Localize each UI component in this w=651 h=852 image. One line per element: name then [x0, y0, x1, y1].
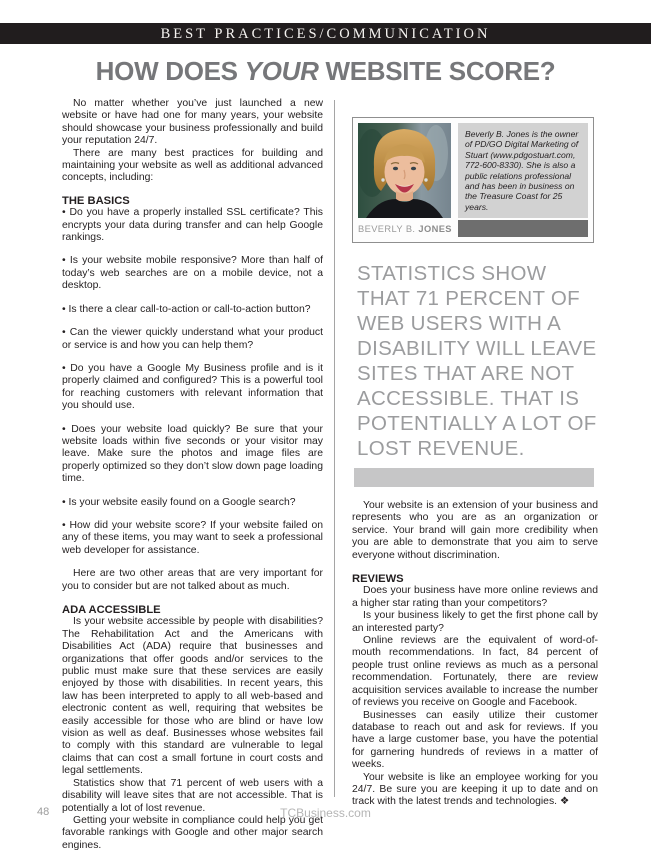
column-divider: [334, 100, 335, 797]
title-post: WEBSITE SCORE?: [318, 56, 556, 86]
quote-accent-bar: [354, 468, 594, 487]
title-pre: HOW DOES: [95, 56, 245, 86]
ada-paragraph: Is your website accessible by people with disabilities? The Rehabilitation Act and the Americans with Disabilities Act (ADA) require that businesses and organizations that offer goods and/or services to the public must make sure that these services are easily enjoyed by those with disabilities. In recent years, this law has been interpreted to apply to all web-based and electronic content as well, requiring that websites be easily accessible for those who are blind or have low vision as well as deaf. Businesses whose websites fail to comply with this standard are vulnerable to legal claims that can cost a small fortune in court costs and legal settlements.: [62, 616, 323, 777]
section-header-bar: [0, 23, 651, 44]
left-column: [62, 98, 323, 852]
author-photo-block: [358, 123, 451, 237]
author-bio-text: Beverly B. Jones is the owner of PD/GO Digital Marketing of Stuart (www.pdgostuart.com, 772-600-8330). She is also a public relations professional and has been in business on the Treasure Coast for 25 years.: [458, 123, 588, 218]
basics-heading: THE BASICS: [62, 194, 130, 207]
reviews-paragraph: Online reviews are the equivalent of word-of-mouth recommendations. In fact, 84 percent of people trust online reviews as much as a personal recommendation. Fortunately, there are review acquisition services available to increase the number of reviews you receive on Google and Facebook.: [352, 635, 598, 709]
ada-heading: ADA ACCESSIBLE: [62, 604, 161, 616]
author-bio-block: [458, 123, 588, 237]
caption-surname: JONES: [418, 224, 452, 234]
section-label: BEST PRACTICES/COMMUNICATION: [160, 26, 491, 42]
list-item: • How did your website score? If your website failed on any of these items, you may want to seek a professional web developer for assistance.: [62, 519, 323, 556]
ada-paragraph: Getting your website in compliance could help you get favorable rankings with Google and other major search engines.: [62, 814, 323, 851]
website-extension-paragraph: Your website is an extension of your business and represents who you are as an organization or service. Your brand will gain more credibility when you are able to demonstrate that you aim to serve everyone without discrimination.: [352, 500, 598, 561]
intro-paragraph: There are many best practices for building and maintaining your website as well as additional advanced concepts, including:: [62, 147, 323, 184]
reviews-heading: REVIEWS: [352, 573, 404, 586]
ada-paragraph: Statistics show that 71 percent of web users with a disability will leave sites that are not accessible. That is potentially a lot of lost revenue.: [62, 777, 323, 814]
bridge-paragraph: Here are two other areas that are very important for you to consider but are not talked about as much.: [62, 568, 323, 592]
reviews-paragraph: Your website is like an employee working for you 24/7. Be sure you are keeping it up to date and on track with the latest trends and technologies. ❖: [352, 771, 598, 808]
reviews-paragraph: Does your business have more online reviews and a higher star rating than your competitors?: [352, 585, 598, 609]
pull-quote: STATISTICS SHOW THAT 71 PERCENT OF WEB USERS WITH A DISABILITY WILL LEAVE SITES THAT ARE NOT ACCESSIBLE. THAT IS POTENTIALLY A LOT OF LOST REVENUE.: [357, 262, 597, 460]
list-item: • Do you have a properly installed SSL certificate? This encrypts your data during transfer and can help Google rankings.: [62, 207, 323, 244]
reviews-paragraph: Businesses can easily utilize their customer database to reach out and ask for reviews. If you have a large customer base, you have the potential for garnering hundreds of reviews in a matter of weeks.: [352, 709, 598, 771]
basics-bullet-list: [62, 207, 323, 557]
right-column: [352, 117, 598, 809]
author-photo: [358, 123, 451, 218]
author-info-box: [352, 117, 594, 243]
list-item: • Can the viewer quickly understand what your product or service is and how you can help them?: [62, 327, 323, 351]
intro-paragraph: No matter whether you’ve just launched a new website or have had one for many years, your website should showcase your business professionally and build your reputation 24/7.: [62, 98, 323, 147]
reviews-paragraph: Is your business likely to get the first phone call by an interested party?: [352, 610, 598, 634]
list-item: • Is there a clear call-to-action or call-to-action button?: [62, 303, 311, 315]
footer-site-label: TCBusiness.com: [280, 806, 371, 820]
page-number: 48: [37, 806, 50, 818]
author-photo-caption: [358, 223, 451, 235]
list-item: • Is your website easily found on a Google search?: [62, 496, 296, 508]
page-title: [0, 56, 651, 87]
list-item: • Do you have a Google My Business profile and is it properly claimed and configured? This is a powerful tool for reaching customers with relevant information that you should use.: [62, 362, 323, 412]
bio-accent-bar: [458, 220, 588, 237]
title-emphasis: YOUR: [244, 56, 319, 86]
list-item: • Does your website load quickly? Be sure that your website loads within five seconds or your visitor may leave. Make sure the photos and image files are properly optimized so they don’t slow down page loading time.: [62, 423, 323, 485]
caption-name: BEVERLY B.: [358, 224, 419, 234]
list-item: • Is your website mobile responsive? More than half of today’s web searches are on a mobile device, not a desktop.: [62, 255, 323, 292]
